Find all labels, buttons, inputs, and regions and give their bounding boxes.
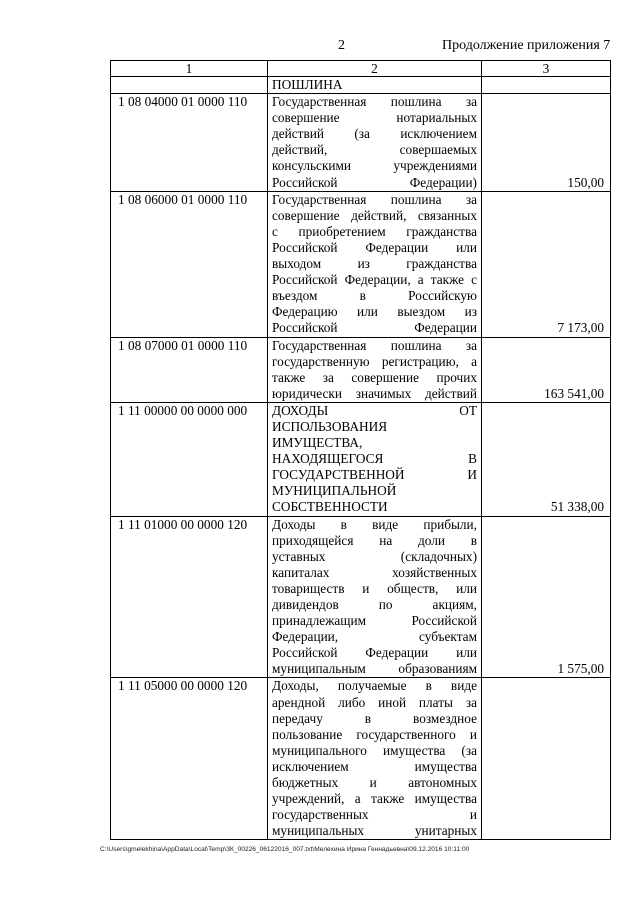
budget-code-cell: 1 11 05000 00 0000 120 bbox=[111, 678, 268, 840]
description-line: действий (за исключением bbox=[272, 126, 477, 142]
description-line: уставных (складочных) bbox=[272, 548, 477, 564]
column-number-row bbox=[111, 61, 611, 77]
budget-code-cell: 1 11 00000 00 0000 000 bbox=[111, 402, 268, 516]
description-line: совершение нотариальных bbox=[272, 110, 477, 126]
description-line: пользование государственного и bbox=[272, 726, 477, 742]
table-row bbox=[111, 678, 611, 840]
budget-code-cell: 1 11 01000 00 0000 120 bbox=[111, 516, 268, 678]
description-cell bbox=[268, 337, 482, 402]
description-line: ДОХОДЫ ОТ bbox=[272, 402, 477, 418]
amount-cell: 150,00 bbox=[482, 94, 611, 192]
amount-cell: 7 173,00 bbox=[482, 191, 611, 337]
table-row bbox=[111, 402, 611, 516]
description-line: Российской Федерации, а также с bbox=[272, 272, 477, 288]
amount-cell bbox=[482, 678, 611, 840]
description-cell bbox=[268, 678, 482, 840]
revenue-table bbox=[110, 60, 611, 840]
description-line: товариществ и обществ, или bbox=[272, 580, 477, 596]
description-line: государственных и bbox=[272, 807, 477, 823]
table-row bbox=[111, 94, 611, 192]
description-line: Российской Федерации или bbox=[272, 645, 477, 661]
description-line: ГОСУДАРСТВЕННОЙ И bbox=[272, 467, 477, 483]
amount-cell bbox=[482, 77, 611, 94]
table-row bbox=[111, 516, 611, 678]
description-line: консульскими учреждениями bbox=[272, 158, 477, 174]
column-number-3: 3 bbox=[482, 61, 611, 77]
description-cell bbox=[268, 94, 482, 192]
description-line: Государственная пошлина за bbox=[272, 337, 477, 353]
description-line: ИМУЩЕСТВА, bbox=[272, 435, 363, 451]
description-line: выходом из гражданства bbox=[272, 256, 477, 272]
description-cell bbox=[268, 516, 482, 678]
description-line: ПОШЛИНА bbox=[272, 77, 343, 92]
description-line: Российской Федерации) bbox=[272, 174, 477, 190]
description-line: учреждений, а также имущества bbox=[272, 791, 477, 807]
description-line: капиталах хозяйственных bbox=[272, 564, 477, 580]
description-line: НАХОДЯЩЕГОСЯ В bbox=[272, 451, 477, 467]
description-line: Российской Федерации или bbox=[272, 239, 477, 255]
description-line: Федерацию или выездом из bbox=[272, 304, 477, 320]
description-line: передачу в возмездное bbox=[272, 710, 477, 726]
page-number: 2 bbox=[338, 38, 345, 53]
table-row bbox=[111, 191, 611, 337]
budget-code-cell: 1 08 07000 01 0000 110 bbox=[111, 337, 268, 402]
description-line: Государственная пошлина за bbox=[272, 94, 477, 110]
column-number-1: 1 bbox=[111, 61, 268, 77]
description-line: дивидендов по акциям, bbox=[272, 597, 477, 612]
description-line: муниципального имущества (за bbox=[272, 742, 477, 758]
table-row bbox=[111, 337, 611, 402]
budget-code-cell bbox=[111, 77, 268, 94]
revenue-table-body bbox=[111, 61, 611, 840]
description-cell bbox=[268, 402, 482, 516]
description-line: Федерации, субъектам bbox=[272, 629, 477, 645]
description-line: ИСПОЛЬЗОВАНИЯ bbox=[272, 418, 388, 434]
description-line: также за совершение прочих bbox=[272, 369, 477, 385]
description-cell bbox=[268, 191, 482, 337]
description-line: муниципальным образованиям bbox=[272, 661, 477, 677]
description-line: муниципальных унитарных bbox=[272, 823, 477, 839]
footer-file-path: C:\Users\gmelekhina\AppData\Local\Temp\ЗК_00226_06122016_007.txt\Мелехина Ирина Геннадьевна\09.12.2016 10:11:00 bbox=[100, 846, 470, 853]
description-line: бюджетных и автономных bbox=[272, 775, 477, 791]
description-line: государственную регистрацию, а bbox=[272, 353, 477, 369]
description-line: приходящейся на доли в bbox=[272, 532, 477, 548]
description-line: юридически значимых действий bbox=[272, 385, 477, 401]
description-line: Российской Федерации bbox=[272, 320, 477, 336]
description-line: действий, совершаемых bbox=[272, 142, 477, 158]
table-row bbox=[111, 77, 611, 94]
description-line: въездом в Российскую bbox=[272, 288, 477, 304]
budget-code-cell: 1 08 06000 01 0000 110 bbox=[111, 191, 268, 337]
continuation-title: Продолжение приложения 7 bbox=[442, 38, 611, 53]
description-line: СОБСТВЕННОСТИ bbox=[272, 499, 388, 515]
description-line: с приобретением гражданства bbox=[272, 223, 477, 239]
budget-code-cell: 1 08 04000 01 0000 110 bbox=[111, 94, 268, 192]
description-cell bbox=[268, 77, 482, 94]
description-line: Государственная пошлина за bbox=[272, 191, 477, 207]
description-line: МУНИЦИПАЛЬНОЙ bbox=[272, 483, 397, 499]
description-line: совершение действий, связанных bbox=[272, 207, 477, 223]
amount-cell: 51 338,00 bbox=[482, 402, 611, 516]
amount-cell: 163 541,00 bbox=[482, 337, 611, 402]
description-line: Доходы, получаемые в виде bbox=[272, 678, 477, 694]
amount-cell: 1 575,00 bbox=[482, 516, 611, 678]
description-line: исключением имущества bbox=[272, 758, 477, 774]
description-line: Доходы в виде прибыли, bbox=[272, 516, 477, 532]
description-line: принадлежащим Российской bbox=[272, 613, 477, 629]
column-number-2: 2 bbox=[268, 61, 482, 77]
description-line: арендной либо иной платы за bbox=[272, 694, 477, 710]
